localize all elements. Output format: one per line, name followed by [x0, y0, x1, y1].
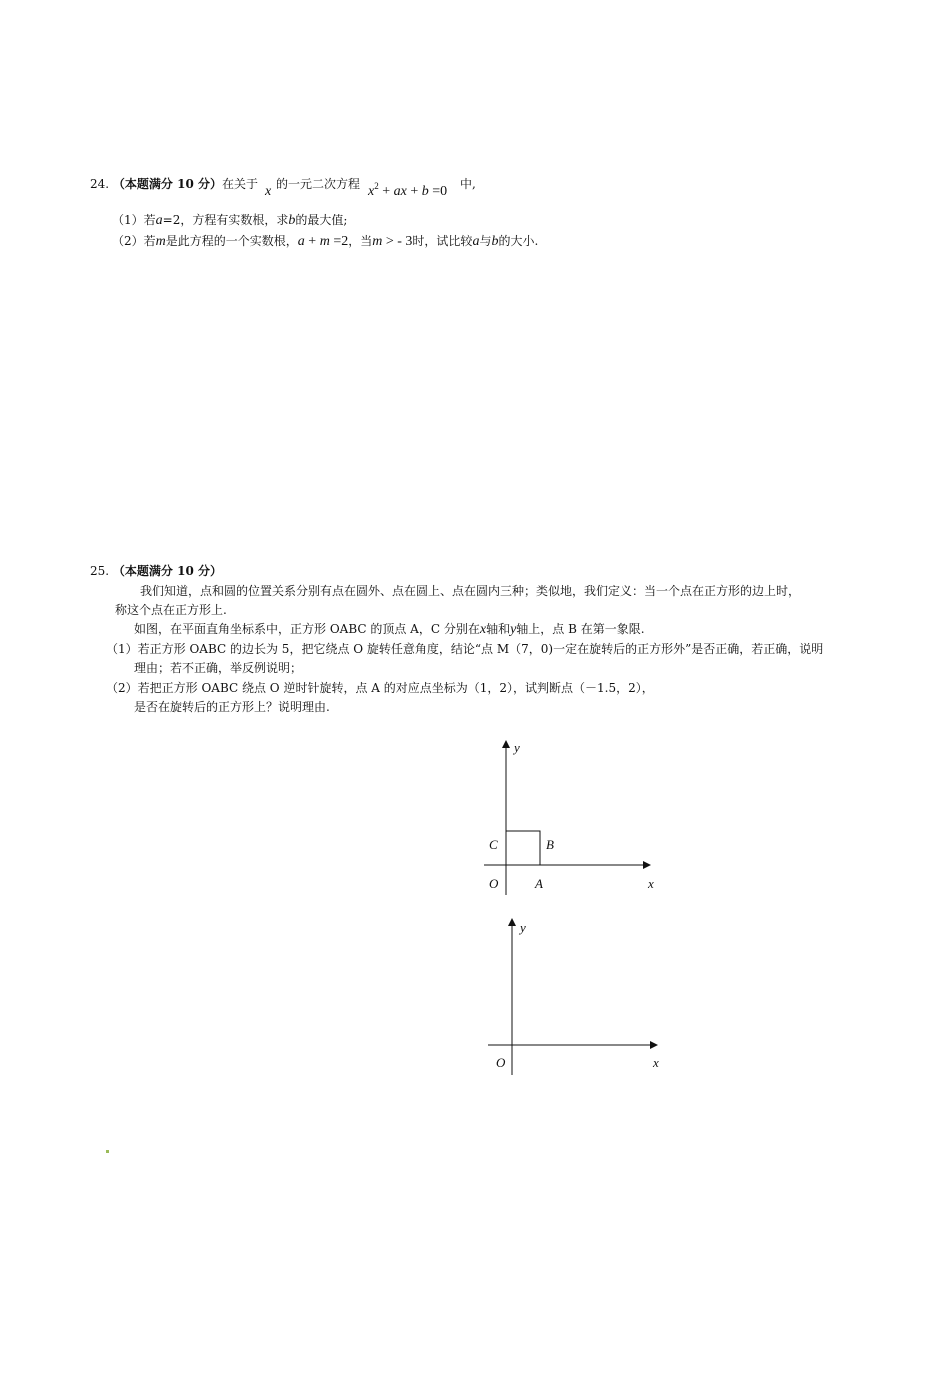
q25-part1-line2: 理由；若不正确，举反例说明； — [134, 661, 303, 675]
q25-line1: 我们知道，点和圆的位置关系分别有点在圆外、点在圆上、点在圆内三种；类似地，我们定义：当一个点在正方形的边上时， — [140, 584, 801, 598]
q24-intro-a: 在关于 — [221, 177, 258, 191]
q24-var-x: x — [265, 184, 272, 199]
label-o: O — [496, 1055, 506, 1070]
q25-part2-line1: （2）若把正方形 OABC 绕点 O 逆时针旋转，点 A 的对应点坐标为（1，2），试判断点（－1.5，2）， — [106, 681, 654, 695]
label-o: O — [489, 876, 499, 891]
label-x: x — [648, 876, 654, 891]
figure-empty-axes — [480, 915, 665, 1080]
q25-line2: 称这个点在正方形上. — [115, 603, 227, 617]
q24-part1: （1）若a=2，方程有实数根，求b的最大值; — [112, 213, 348, 228]
q25-line3: 如图，在平面直角坐标系中，正方形 OABC 的顶点 A，C 分别在x轴和y轴上，点 B 在第一象限. — [134, 622, 645, 637]
q25-part1-line1: （1）若正方形 OABC 的边长为 5，把它绕点 O 旋转任意角度，结论“点 M（7，0)一定在旋转后的正方形外”是否正确，若正确，说明 — [106, 642, 824, 656]
label-a: A — [535, 876, 543, 891]
q24-part2: （2）若m是此方程的一个实数根，a + m =2，当m > - 3时，试比较a与b的大小. — [112, 234, 539, 249]
label-c: C — [489, 837, 498, 852]
q24-equation: $x^2$ + ax + b =0 — [368, 181, 448, 199]
q24-score: （本题满分 10 分） — [112, 177, 222, 191]
q25-score: （本题满分 10 分） — [112, 564, 222, 578]
label-b: B — [546, 837, 554, 852]
q24-intro-c: 中, — [460, 177, 476, 191]
label-y: y — [520, 920, 526, 935]
figure-square-oabc — [480, 735, 660, 900]
q25-header — [90, 563, 222, 579]
q24-number: 24. — [90, 177, 110, 191]
q25-part2-line2: 是否在旋转后的正方形上？说明理由. — [134, 700, 330, 714]
q25-number: 25. — [90, 564, 110, 578]
q24-header — [90, 176, 258, 192]
label-x: x — [653, 1055, 659, 1070]
q24-intro-b: 的一元二次方程 — [276, 177, 361, 191]
label-y: y — [514, 740, 520, 755]
decorative-dot — [106, 1150, 109, 1153]
square-oabc — [506, 831, 540, 865]
